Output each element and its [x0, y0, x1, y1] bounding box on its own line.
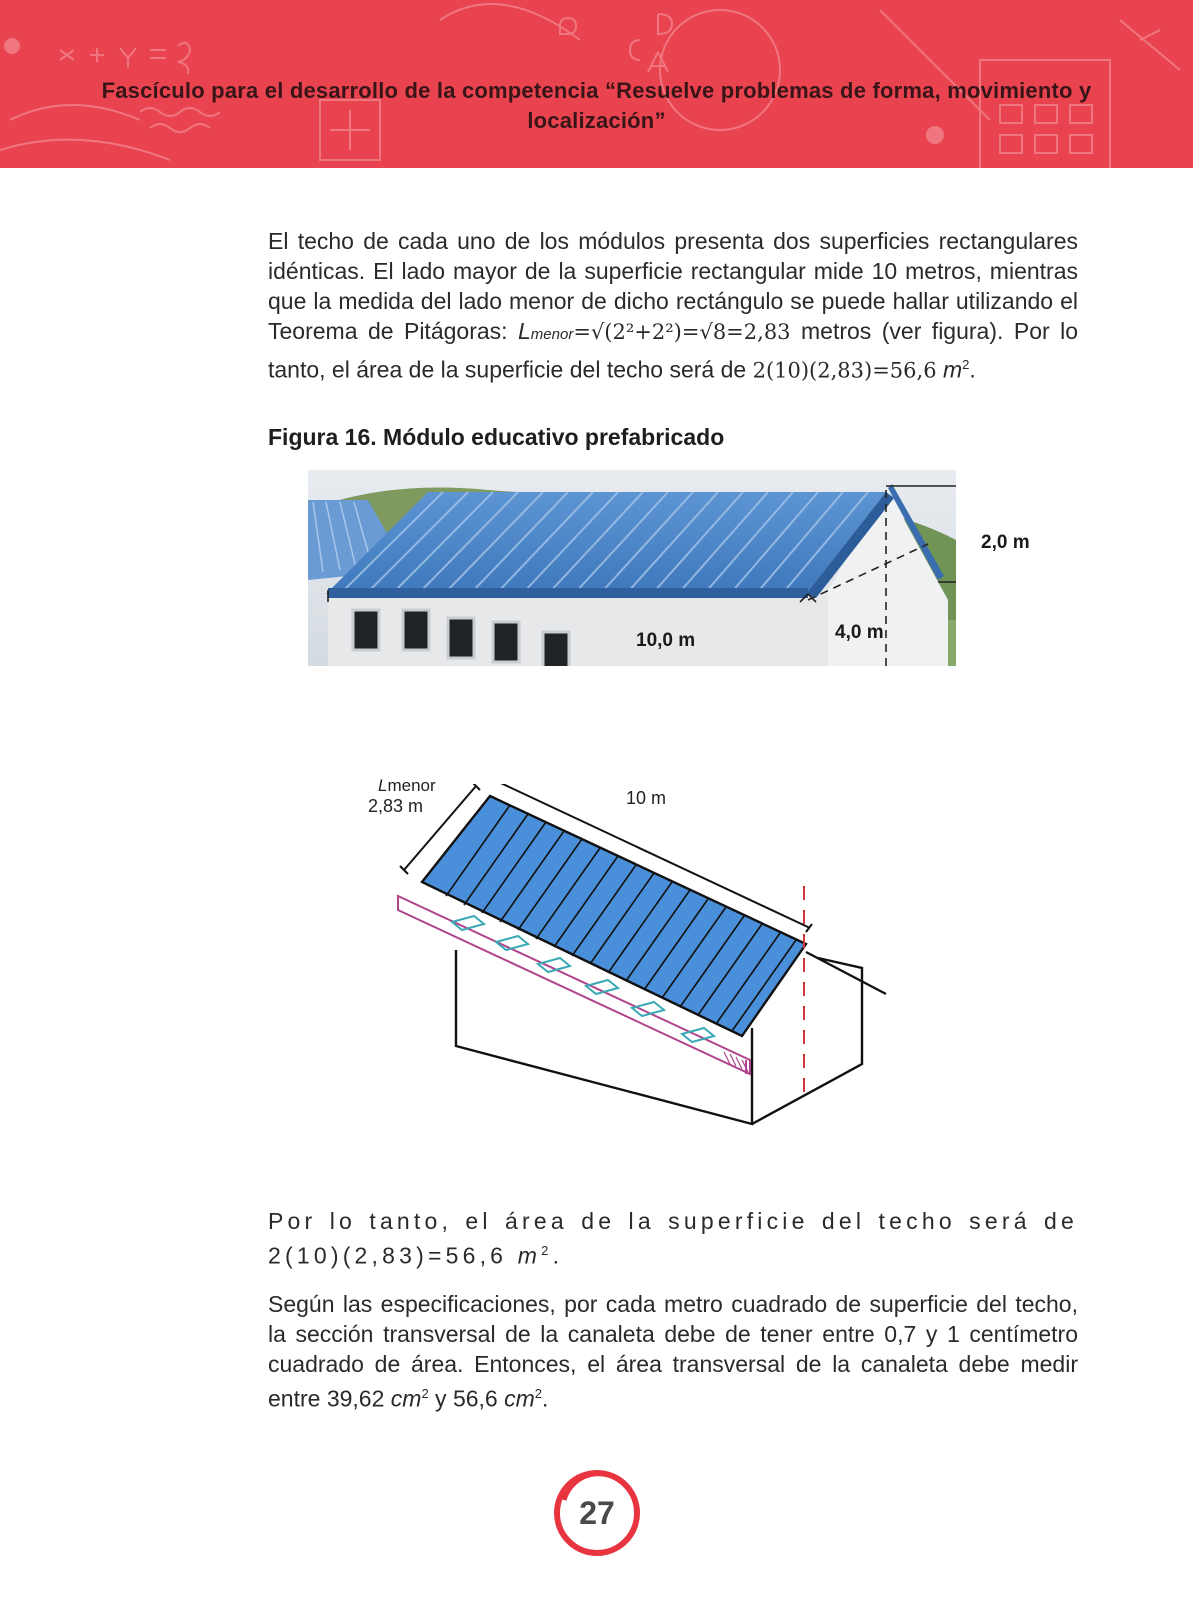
diagram-lmenor-l: L [378, 776, 388, 795]
page-header [0, 0, 1193, 168]
specs-text: Según las especificaciones, por cada metro cuadrado de superficie del techo, la sección transversal de la canaleta debe de tener entre 0,7 y 1 centímetro cuadrado de área. Entonces, el área transversal de la canaleta debe medir entre 39,62 [268, 1291, 1078, 1412]
figure-caption: Figura 16. Módulo educativo prefabricado [268, 424, 725, 450]
specs-exp-1: 2 [421, 1386, 429, 1401]
pythagoras-formula: =√(2²+2²)=√8=2,83 [573, 320, 791, 344]
specs-mid: y 56,6 [428, 1385, 505, 1412]
specs-unit-2: cm [504, 1385, 535, 1412]
diagram-length-label: 10 m [626, 788, 667, 808]
module-photo [308, 470, 956, 666]
result-end: . [552, 1242, 564, 1269]
diagram-lmenor-label [378, 776, 436, 796]
diagram-lmenor-value: 2,83 m [368, 796, 424, 816]
specs-end: . [542, 1385, 549, 1412]
diagram-lmenor-word: menor [387, 776, 436, 795]
photo-height-label-outer: 2,0 m [981, 532, 1030, 553]
area-unit: m [942, 356, 963, 383]
result-unit: m [517, 1242, 542, 1269]
area-exponent: 2 [962, 357, 970, 372]
result-text: Por lo tanto, el área de la superficie del techo será de [268, 1208, 1078, 1234]
intro-paragraph [268, 226, 1078, 386]
lmenor-label [518, 318, 573, 344]
lmenor-sub: menor [530, 326, 574, 343]
intro-text-2: metros (ver figura). Por lo tanto, el área de la superficie del techo será de [268, 318, 1078, 383]
roof-diagram [360, 776, 920, 1164]
page-number: 27 [579, 1494, 615, 1531]
photo-length-label: 10,0 m [636, 630, 696, 651]
specs-unit-1: cm [390, 1385, 422, 1412]
result-exponent: 2 [541, 1243, 553, 1258]
intro-text-1: El techo de cada uno de los módulos presenta dos superficies rectangulares idénticas. El lado mayor de la superficie rectangular mide 10 metros, mientras que la medida del lado menor de dicho rectángulo se puede hallar utilizando el Teorema de Pitágoras: [268, 228, 1078, 344]
specs-exp-2: 2 [534, 1386, 543, 1401]
header-title: Fascículo para el desarrollo de la competencia “Resuelve problemas de forma, movimiento y localización” [101, 78, 1092, 133]
photo-width-label: 4,0 m [835, 622, 884, 643]
result-formula: 2(10)(2,83)=56,6 [268, 1242, 508, 1269]
intro-end: . [969, 356, 976, 383]
roof-diagram-drawing [360, 784, 920, 1164]
result-formula-line [268, 1236, 1078, 1271]
lmenor-l: L [518, 318, 531, 344]
area-formula: 2(10)(2,83)=56,6 [752, 358, 937, 383]
specs-paragraph [268, 1289, 1078, 1414]
page-number-badge [554, 1470, 640, 1556]
